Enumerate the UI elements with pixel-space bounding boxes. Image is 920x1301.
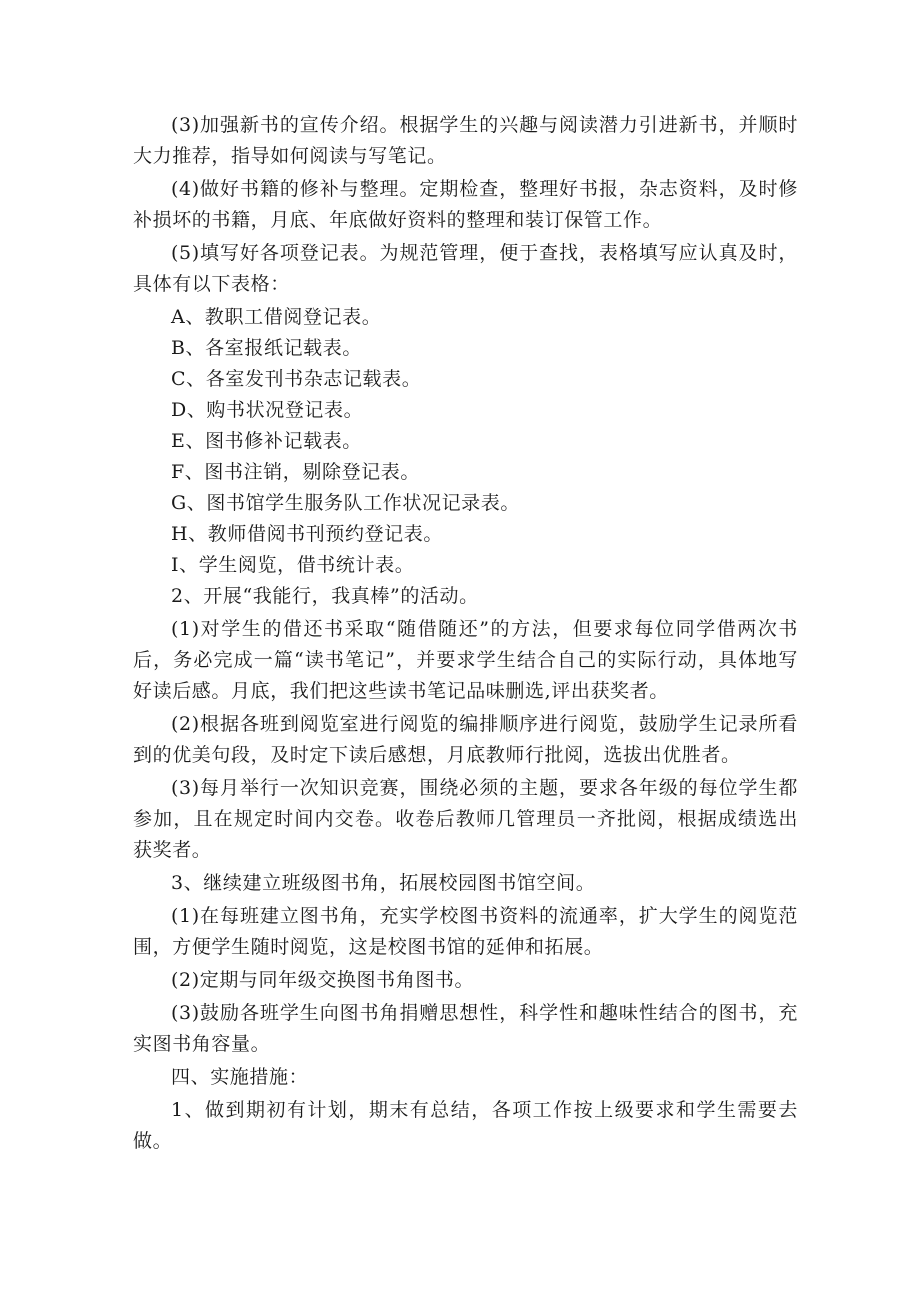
section-heading-measures: 四、实施措施： (171, 1066, 309, 1088)
paragraph-registration-forms: (5)填写好各项登记表。为规范管理，便于查找，表格填写应认真及时，具体有以下表格： (133, 242, 798, 295)
paragraph-book-exchange: (2)定期与同年级交换图书角图书。 (171, 969, 475, 991)
section-heading-activity: 2、开展“我能行，我真棒”的活动。 (171, 585, 479, 607)
paragraph-planning-summary: 1、做到期初有计划，期末有总结，各项工作按上级要求和学生需要去做。 (133, 1099, 798, 1152)
list-item-form-d: D、购书状况登记表。 (171, 399, 364, 421)
paragraph-book-donation: (3)鼓励各班学生向图书角捐赠思想性，科学性和趣味性结合的图书，充实图书角容量。 (133, 1002, 798, 1055)
paragraph-new-books-promotion: (3)加强新书的宣传介绍。根据学生的兴趣与阅读潜力引进新书，并顺时大力推荐，指导如何阅读与写笔记。 (133, 114, 798, 167)
list-item-form-c: C、各室发刊书杂志记载表。 (171, 368, 422, 390)
list-item-form-g: G、图书馆学生服务队工作状况记录表。 (171, 492, 520, 514)
list-item-form-e: E、图书修补记载表。 (171, 430, 362, 452)
list-item-form-a: A、教职工借阅登记表。 (171, 306, 382, 328)
paragraph-class-book-corner: (1)在每班建立图书角，充实学校图书资料的流通率，扩大学生的阅览范围，方便学生随时阅览，这是校图书馆的延伸和拓展。 (133, 905, 798, 958)
paragraph-reading-notes: (1)对学生的借还书采取“随借随还”的方法，但要求每位同学借两次书后，务必完成一篇“读书笔记”，并要求学生结合自己的实际行动，具体地写好读后感。月底，我们把这些读书笔记品味删选,评出获奖者。 (133, 618, 798, 702)
paragraph-reading-room: (2)根据各班到阅览室进行阅览的编排顺序进行阅览，鼓励学生记录所看到的优美句段，及时定下读后感想，月底教师行批阅，选拔出优胜者。 (133, 713, 798, 766)
paragraph-knowledge-contest: (3)每月举行一次知识竞赛，围绕必须的主题，要求各年级的每位学生都参加，且在规定时间内交卷。收卷后教师几管理员一齐批阅，根据成绩选出获奖者。 (133, 777, 798, 861)
paragraph-book-repair: (4)做好书籍的修补与整理。定期检查，整理好书报，杂志资料，及时修补损坏的书籍，月底、年底做好资料的整理和装订保管工作。 (133, 178, 798, 231)
list-item-form-f: F、图书注销，剔除登记表。 (171, 461, 420, 483)
section-heading-book-corner: 3、继续建立班级图书角，拓展校园图书馆空间。 (171, 872, 596, 894)
list-item-form-h: H、教师借阅书刊预约登记表。 (171, 523, 443, 545)
document-body (133, 110, 798, 1159)
list-item-form-i: I、学生阅览，借书统计表。 (171, 554, 415, 576)
list-item-form-b: B、各室报纸记载表。 (171, 337, 362, 359)
